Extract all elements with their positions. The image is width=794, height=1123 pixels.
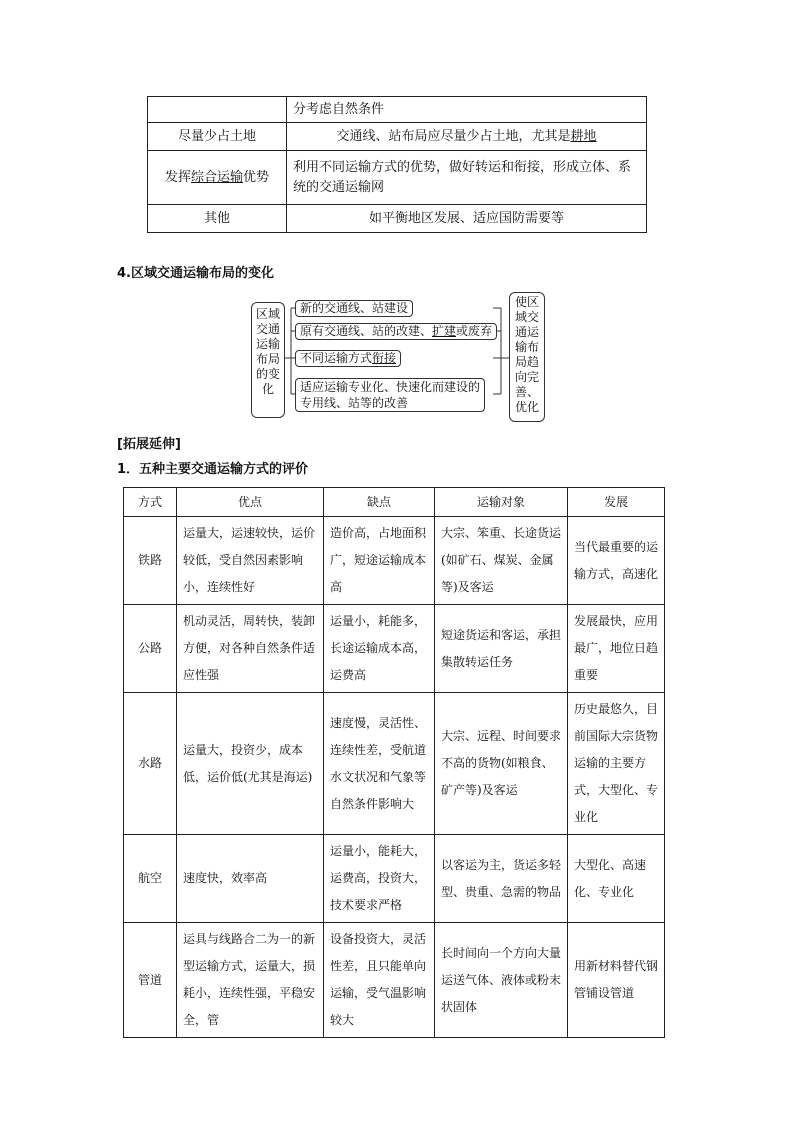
diagram-left-line: 区域: [255, 307, 281, 321]
table-cell: 运量大，投资少，成本低，运价低(尤其是海运): [177, 693, 324, 835]
table-row: [148, 97, 647, 123]
table-cell: 速度快，效率高: [177, 835, 324, 923]
table-cell: 短途货运和客运，承担集散转运任务: [435, 605, 568, 693]
mode-cell: 公路: [124, 605, 177, 693]
diagram-item: 原有交通线、站的改建、扩建或废弃: [295, 323, 497, 340]
section-heading: 4.区域交通运输布局的变化: [117, 266, 274, 281]
diagram-item: 不同运输方式衔接: [295, 350, 401, 367]
table-cell: 造价高，占地面积广，短途运输成本高: [324, 517, 435, 605]
diagram-left-line: 的变: [255, 367, 281, 381]
table-cell: 大宗、远程、时间要求不高的货物(如粮食、矿产等)及客运: [435, 693, 568, 835]
cell-text: 交通线、站布局应尽量少占土地，尤其是: [336, 128, 571, 144]
table-cell: 发展最快，应用最广，地位日趋重要: [568, 605, 665, 693]
table-row: [148, 123, 647, 151]
table-cell: 运量小，能耗大，运费高，投资大，技术要求严格: [324, 835, 435, 923]
extension-heading: [拓展延伸]: [117, 437, 181, 452]
cell-text: 发挥: [164, 169, 191, 185]
diagram-left-line: 运输: [255, 337, 281, 351]
table-row: [124, 517, 665, 605]
table-row: [148, 205, 647, 233]
mode-cell: 水路: [124, 693, 177, 835]
layout-change-diagram: [251, 296, 547, 420]
table-row: [124, 923, 665, 1038]
transport-evaluation-table: [123, 487, 665, 1038]
table-cell: [287, 123, 647, 151]
diagram-item: 新的交通线、站建设: [295, 300, 413, 317]
table-row: [124, 605, 665, 693]
diagram-right-line: 优化: [514, 400, 540, 414]
table-cell: 如平衡地区发展、适应国防需要等: [287, 205, 647, 233]
column-header: 缺点: [324, 488, 435, 517]
table-cell: 历史最悠久，目前国际大宗货物运输的主要方式，大型化、专业化: [568, 693, 665, 835]
subsection-heading: 1．五种主要交通运输方式的评价: [117, 462, 309, 477]
table-row: [124, 693, 665, 835]
mode-cell: 铁路: [124, 517, 177, 605]
mode-cell: 管道: [124, 923, 177, 1038]
layout-principles-table: [147, 96, 647, 233]
underlined-keyword: 耕地: [570, 128, 597, 144]
table-cell: 运量大，运速较快，运价较低，受自然因素影响小，连续性好: [177, 517, 324, 605]
diagram-left-line: 交通: [255, 322, 281, 336]
diagram-left-box: [251, 302, 285, 418]
table-header-row: [124, 488, 665, 517]
column-header: 运输对象: [435, 488, 568, 517]
diagram-left-line: 化: [261, 382, 274, 396]
table-cell: 尽量少占土地: [148, 123, 287, 151]
table-cell: 机动灵活，周转快，装卸方便，对各种自然条件适应性强: [177, 605, 324, 693]
table-row: [124, 835, 665, 923]
table-cell: 速度慢，灵活性、连续性差，受航道水文状况和气象等自然条件影响大: [324, 693, 435, 835]
diagram-right-line: 使区: [514, 295, 540, 309]
column-header: 发展: [568, 488, 665, 517]
diagram-right-box: [509, 292, 545, 422]
table-cell: 大型化、高速化、专业化: [568, 835, 665, 923]
table-cell: 设备投资大，灵活性差，且只能单向运输，受气温影响较大: [324, 923, 435, 1038]
diagram-right-line: 通运: [514, 325, 540, 339]
column-header: 方式: [124, 488, 177, 517]
underlined-keyword: 综合运输: [190, 169, 243, 185]
table-cell: 当代最重要的运输方式，高速化: [568, 517, 665, 605]
cell-text: 优势: [243, 169, 270, 185]
table-cell: 长时间向一个方向大量运送气体、液体或粉末状固体: [435, 923, 568, 1038]
table-cell: 以客运为主，货运多轻型、贵重、急需的物品: [435, 835, 568, 923]
diagram-right-line: 域交: [514, 310, 540, 324]
table-cell: 用新材料替代钢管铺设管道: [568, 923, 665, 1038]
column-header: 优点: [177, 488, 324, 517]
table-cell: 利用不同运输方式的优势，做好转运和衔接，形成立体、系统的交通运输网: [287, 151, 647, 205]
table-cell: 其他: [148, 205, 287, 233]
diagram-right-line: 局趋: [514, 355, 540, 369]
diagram-right-line: 输布: [514, 340, 540, 354]
table-cell: 大宗、笨重、长途货运(如矿石、煤炭、金属等)及客运: [435, 517, 568, 605]
table-cell: 运具与线路合二为一的新型运输方式，运量大，损耗小，连续性强，平稳安全，管: [177, 923, 324, 1038]
table-row: [148, 151, 647, 205]
table-cell: [148, 97, 287, 123]
diagram-item: 适应运输专业化、快速化而建设的 专用线、站等的改善: [295, 378, 485, 412]
diagram-right-line: 向完: [514, 370, 540, 384]
table-cell: 分考虑自然条件: [287, 97, 647, 123]
mode-cell: 航空: [124, 835, 177, 923]
diagram-right-line: 善、: [514, 385, 539, 399]
table-cell: [148, 151, 287, 205]
table-cell: 运量小，耗能多，长途运输成本高，运费高: [324, 605, 435, 693]
diagram-left-line: 布局: [255, 352, 281, 366]
